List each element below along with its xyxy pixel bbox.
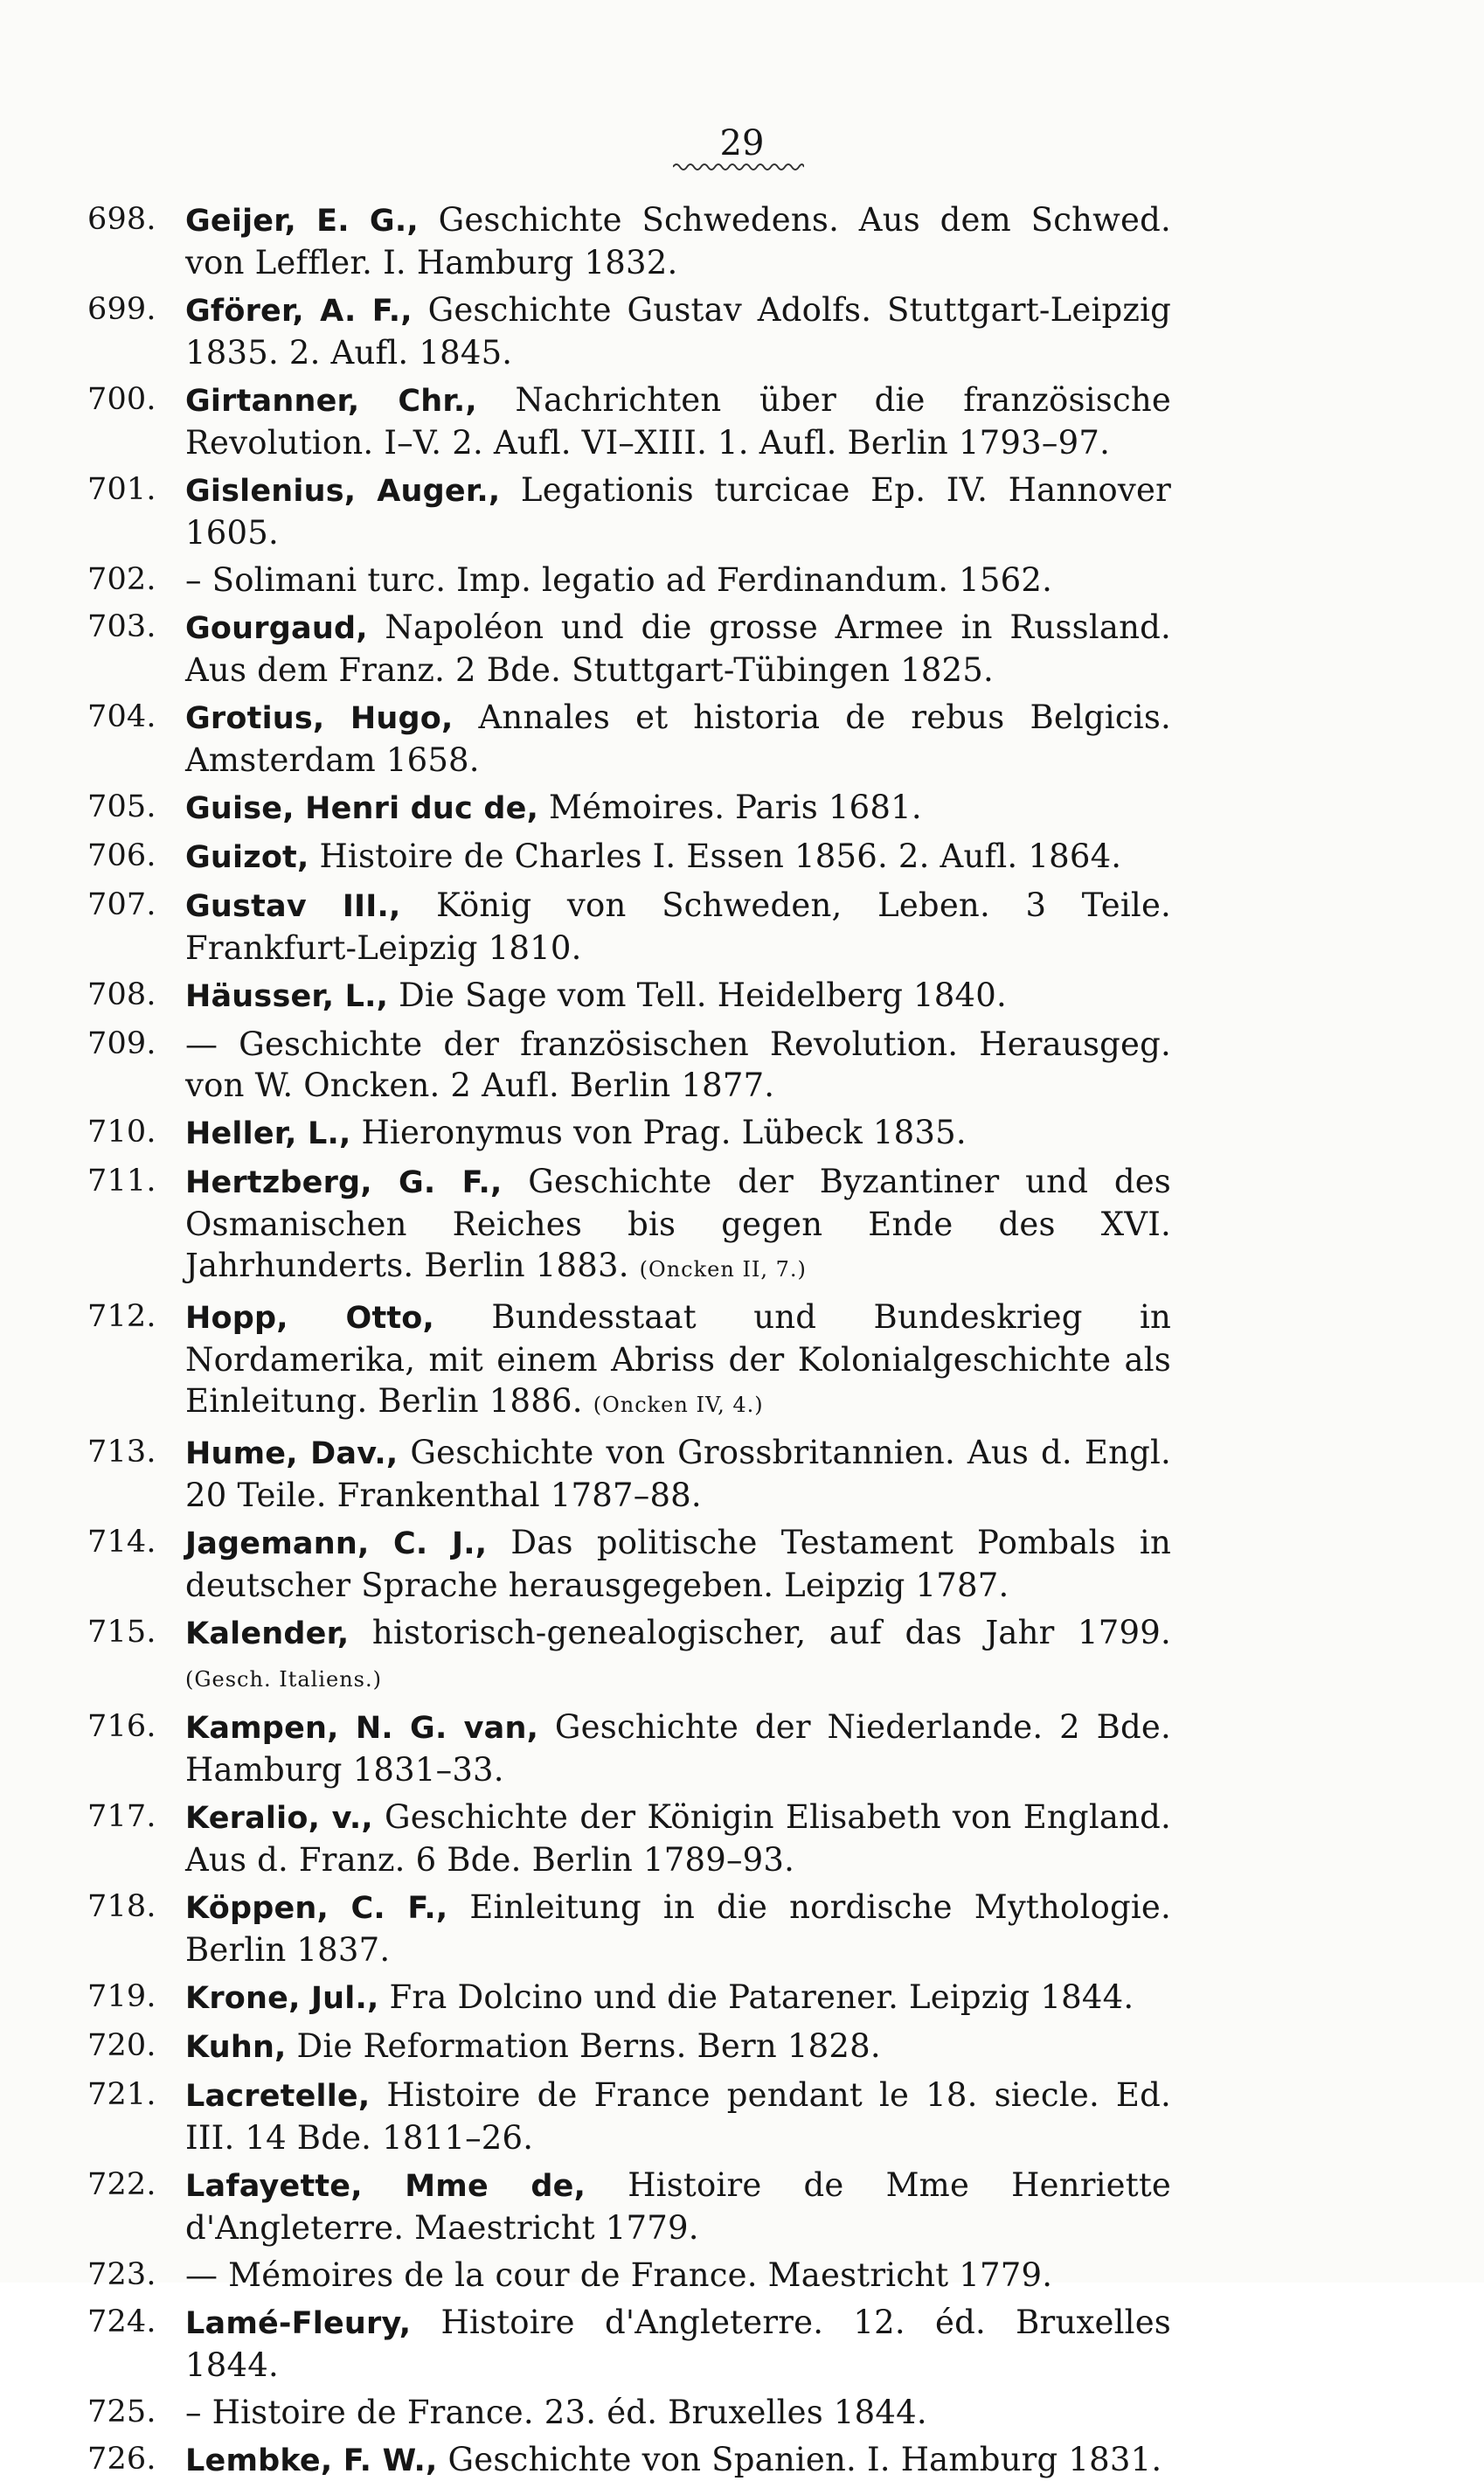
entry-number: 711. [87,1164,156,1199]
entry-text: Legationis turcicae Ep. IV. Hannover 1605. [185,471,1171,552]
entry-number: 701. [87,472,156,507]
entry-text: Nachrichten über die französische Revolution. I–V. 2. Aufl. VI–XIII. 1. Aufl. Berlin 1793–97. [185,381,1171,462]
entry-number: 705. [87,789,156,824]
entry-text: Geschichte Schwedens. Aus dem Schwed. von Leffler. I. Hamburg 1832. [185,201,1171,281]
entry-number: 723. [87,2257,156,2292]
entry-author: Heller, L., [185,1116,351,1151]
catalog-entry [87,469,1171,553]
entry-author: Guizot, [185,840,309,875]
catalog-entry [87,2255,1171,2296]
catalog-entry [87,2392,1171,2433]
entry-author: Jagemann, C. J., [185,1526,488,1561]
catalog-entry [87,1432,1171,1516]
catalog-entry [87,1887,1171,1970]
entry-note: (Gesch. Italiens.) [185,1667,382,1692]
entry-author: Hopp, Otto, [185,1301,435,1336]
entry-number: 699. [87,292,156,327]
page-number: 29 [719,123,765,163]
entry-number: 721. [87,2077,156,2112]
catalog-entry [87,975,1171,1018]
entry-number: 712. [87,1299,156,1334]
entry-text: Annales et historia de rebus Belgicis. Amsterdam 1658. [185,698,1171,779]
catalog-entry [87,1797,1171,1880]
catalog-entry [87,836,1171,879]
entry-number: 722. [87,2167,156,2202]
catalog-entry [87,2302,1171,2386]
catalog-entry [87,787,1171,830]
entry-author: Köppen, C. F., [185,1891,448,1926]
entry-text: Histoire de Charles I. Essen 1856. 2. Aufl. 1864. [319,837,1122,875]
entry-number: 704. [87,699,156,734]
entry-author: Kampen, N. G. van, [185,1711,539,1746]
catalog-entry [87,1296,1171,1426]
entry-text: Mémoires. Paris 1681. [549,789,922,826]
entry-author: Häusser, L., [185,979,389,1014]
catalog-entry [87,607,1171,691]
entry-text: historisch-genealogischer, auf das Jahr 1799. [371,1614,1171,1651]
wavy-rule-ornament [673,161,804,173]
catalog-entry [87,697,1171,781]
entry-text: Geschichte der Königin Elisabeth von England. Aus d. Franz. 6 Bde. Berlin 1789–93. [185,1798,1171,1879]
entry-number: 717. [87,1799,156,1834]
catalog-entry [87,1024,1171,1106]
entry-number: 715. [87,1615,156,1650]
entry-number: 709. [87,1026,156,1061]
entry-author: Gislenius, Auger., [185,474,501,509]
catalog-entry [87,2439,1171,2482]
catalog-entry [87,1612,1171,1700]
entry-text: Geschichte Gustav Adolfs. Stuttgart-Leipzig 1835. 2. Aufl. 1845. [185,291,1171,372]
catalog-entry [87,1706,1171,1790]
entry-text: Histoire de France pendant le 18. siecle. Ed. III. 14 Bde. 1811–26. [185,2076,1171,2157]
catalog-entry [87,2026,1171,2068]
entry-number: 706. [87,838,156,873]
entry-text: Bundesstaat und Bundeskrieg in Nordamerika, mit einem Abriss der Kolonialgeschichte als Einleitung. Berlin 1886. [185,1298,1172,1420]
entry-text: Histoire de Mme Henriette d'Angleterre. Maestricht 1779. [185,2166,1171,2247]
catalog-entry [87,1977,1171,2019]
entry-author: Lembke, F. W., [185,2443,438,2478]
entry-number: 703. [87,609,156,644]
entry-note: (Oncken II, 7.) [639,1257,807,1282]
entry-text: — Mémoires de la cour de France. Maestricht 1779. [185,2256,1053,2294]
entry-author: Keralio, v., [185,1801,373,1836]
entry-text: Geschichte der Niederlande. 2 Bde. Hamburg 1831–33. [185,1708,1171,1789]
entry-author: Hertzberg, G. F., [185,1165,503,1200]
catalog-entry [87,2074,1171,2158]
entry-author: Kalender, [185,1616,350,1651]
entry-author: Hume, Dav., [185,1436,399,1471]
entry-number: 716. [87,1709,156,1744]
entry-text: König von Schweden, Leben. 3 Teile. Frankfurt-Leipzig 1810. [185,886,1171,967]
entry-author: Geijer, E. G., [185,204,419,239]
entry-author: Gförer, A. F., [185,294,413,329]
entry-text: Fra Dolcino und die Patarener. Leipzig 1844. [389,1978,1134,2016]
entry-author: Gourgaud, [185,611,368,646]
entry-number: 698. [87,202,156,237]
entry-number: 719. [87,1979,156,2014]
catalog-entry [87,2165,1171,2248]
entry-number: 714. [87,1525,156,1560]
entry-author: Lamé-Fleury, [185,2306,412,2341]
entry-list [87,199,1171,2488]
catalog-entry [87,885,1171,969]
entry-note: (Oncken IV, 4.) [593,1393,764,1417]
entry-author: Guise, Henri duc de, [185,791,539,826]
entry-number: 700. [87,382,156,417]
entry-number: 713. [87,1435,156,1470]
entry-text: Geschichte der Byzantiner und des Osmanischen Reiches bis gegen Ende des XVI. Jahrhunderts. Berlin 1883. [185,1163,1171,1284]
entry-text: — Geschichte der französischen Revolution. Herausgeg. von W. Oncken. 2 Aufl. Berlin 1877. [185,1025,1171,1104]
entry-author: Lafayette, Mme de, [185,2169,586,2204]
entry-text: Einleitung in die nordische Mythologie. Berlin 1837. [185,1888,1171,1969]
entry-author: Lacretelle, [185,2079,371,2114]
entry-text: Napoléon und die grosse Armee in Russland. Aus dem Franz. 2 Bde. Stuttgart-Tübingen 1825. [185,608,1171,689]
entry-author: Gustav III., [185,889,401,924]
entry-text: Die Sage vom Tell. Heidelberg 1840. [399,976,1007,1014]
catalog-entry [87,1161,1171,1290]
entry-text: Das politische Testament Pombals in deutscher Sprache herausgegeben. Leipzig 1787. [185,1524,1171,1604]
entry-number: 718. [87,1889,156,1924]
catalog-entry [87,559,1171,601]
entry-number: 708. [87,977,156,1012]
entry-text: – Solimani turc. Imp. legatio ad Ferdinandum. 1562. [185,561,1053,599]
entry-text: Histoire d'Angleterre. 12. éd. Bruxelles 1844. [185,2304,1171,2384]
entry-number: 702. [87,562,156,597]
entry-number: 726. [87,2442,156,2477]
entry-author: Kuhn, [185,2030,287,2065]
entry-text: Geschichte von Spanien. I. Hamburg 1831. [447,2441,1162,2478]
catalog-entry [87,379,1171,463]
entry-author: Girtanner, Chr., [185,384,477,419]
entry-text: Geschichte von Grossbritannien. Aus d. Engl. 20 Teile. Frankenthal 1787–88. [185,1434,1171,1514]
entry-number: 710. [87,1115,156,1150]
entry-author: Grotius, Hugo, [185,701,454,736]
catalog-entry [87,1112,1171,1155]
catalog-entry [87,199,1171,283]
entry-text: Die Reformation Berns. Bern 1828. [296,2027,881,2065]
entry-number: 707. [87,887,156,922]
entry-text: – Histoire de France. 23. éd. Bruxelles 1844. [185,2394,927,2431]
catalog-entry [87,289,1171,373]
entry-number: 725. [87,2394,156,2429]
entry-text: Hieronymus von Prag. Lübeck 1835. [361,1114,967,1151]
entry-number: 720. [87,2028,156,2063]
catalog-entry [87,1522,1171,1606]
entry-author: Krone, Jul., [185,1981,379,2016]
entry-number: 724. [87,2304,156,2339]
